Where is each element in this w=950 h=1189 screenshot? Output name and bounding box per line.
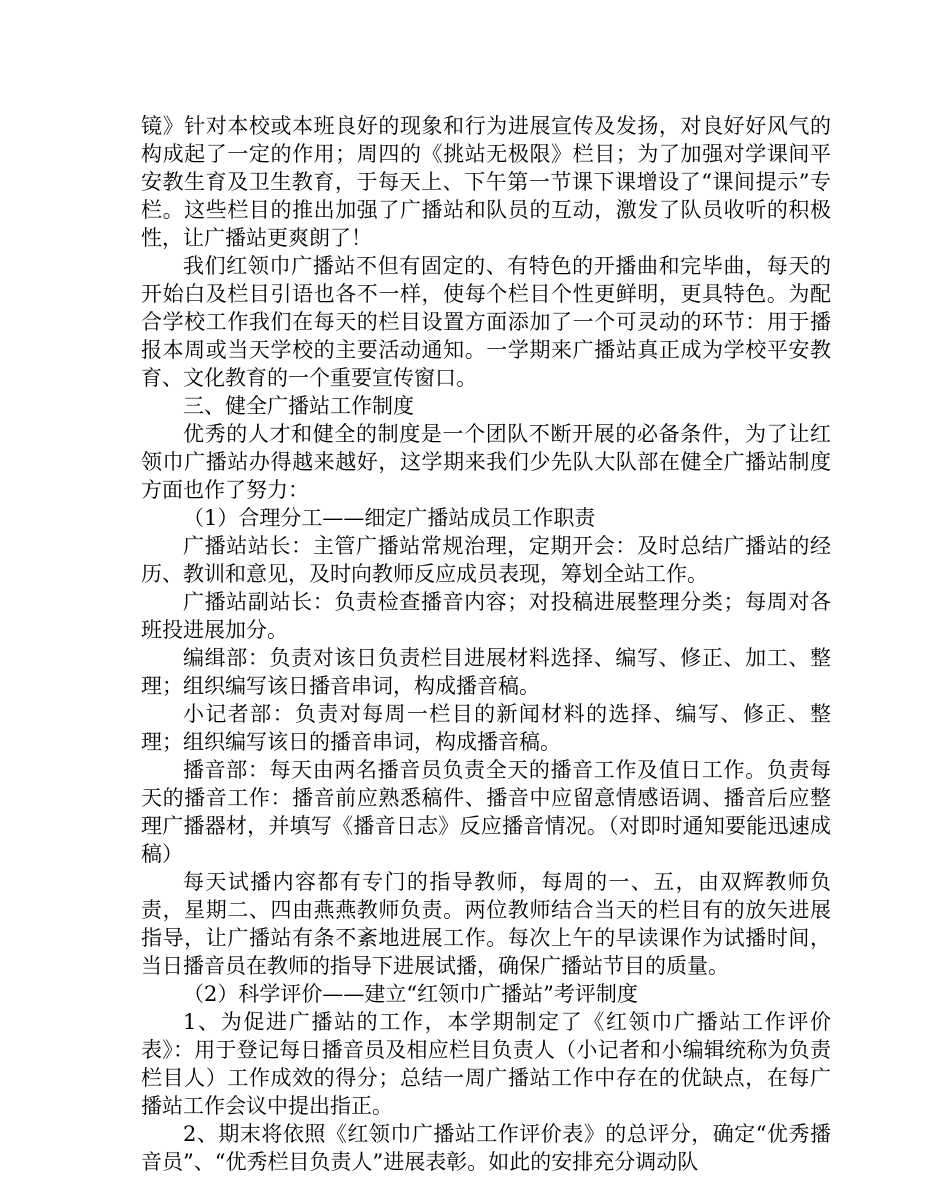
paragraph-evaluation-1: 1、为促进广播站的工作，本学期制定了《红领巾广播站工作评价表》：用于登记每日播音员及相应栏目负责人（小记者和小编辑统称为负责栏目人）工作成效的得分；总结一周广播站工作中存在的优缺点，在每广播站工作会议中提出指正。	[141, 1010, 831, 1118]
paragraph-deputy-head: 广播站副站长：负责检查播音内容；对投稿进展整理分类；每周对各班投进展加分。	[141, 590, 831, 642]
paragraph-trial-broadcast: 每天试播内容都有专门的指导教师，每周的一、五，由双辉教师负责，星期二、四由燕燕教师负责。两位教师结合当天的栏目有的放矢进展指导，让广播站有条不紊地进展工作。每次上午的早读课作为试播时间，当日播音员在教师的指导下进展试播，确保广播站节目的质量。	[141, 870, 831, 978]
section-heading-system: 三、健全广播站工作制度	[183, 394, 414, 418]
paragraph-system-intro: 优秀的人才和健全的制度是一个团队不断开展的必备条件，为了让红领巾广播站办得越来越好，这学期来我们少先队大队部在健全广播站制度方面也作了努力：	[141, 422, 831, 502]
paragraph-reporter-dept: 小记者部：负责对每周一栏目的新闻材料的选择、编写、修正、整理；组织编写该日的播音串词，构成播音稿。	[141, 702, 831, 754]
paragraph-station-head: 广播站站长：主管广播站常规治理，定期开会：及时总结广播站的经历、教训和意见，及时向教师反应成员表现，筹划全站工作。	[141, 534, 831, 586]
paragraph-continued: 镜》针对本校或本班良好的现象和行为进展宣传及发扬，对良好好风气的构成起了一定的作用；周四的《挑站无极限》栏目；为了加强对学课间平安教生育及卫生教育，于每天上、下午第一节课下课增设了“课间提示”专栏。这些栏目的推出加强了广播站和队员的互动，激发了队员收听的积极性，让广播站更爽朗了！	[141, 114, 831, 250]
subheading-evaluation: （2）科学评价——建立“红领巾广播站”考评制度	[183, 982, 638, 1006]
subheading-division-of-labor: （1）合理分工——细定广播站成员工作职责	[183, 506, 596, 530]
paragraph-broadcast-dept: 播音部：每天由两名播音员负责全天的播音工作及值日工作。负责每天的播音工作：播音前应熟悉稿件、播音中应留意情感语调、播音后应整理广播器材，并填写《播音日志》反应播音情况。（对即时通知要能迅速成稿）	[141, 758, 831, 866]
document-body	[141, 112, 831, 1176]
paragraph-evaluation-2: 2、期末将依照《红领巾广播站工作评价表》的总评分，确定“优秀播音员”、“优秀栏目负责人”进展表彰。如此的安排充分调动队	[141, 1122, 831, 1174]
paragraph-opening-music: 我们红领巾广播站不但有固定的、有特色的开播曲和完毕曲，每天的开始白及栏目引语也各不一样，使每个栏目个性更鲜明，更具特色。为配合学校工作我们在每天的栏目设置方面添加了一个可灵动的环节：用于播报本周或当天学校的主要活动通知。一学期来广播站真正成为学校平安教育、文化教育的一个重要宣传窗口。	[141, 254, 831, 390]
paragraph-editing-dept: 编缉部：负责对该日负责栏目进展材料选择、编写、修正、加工、整理；组织编写该日播音串词，构成播音稿。	[141, 646, 831, 698]
